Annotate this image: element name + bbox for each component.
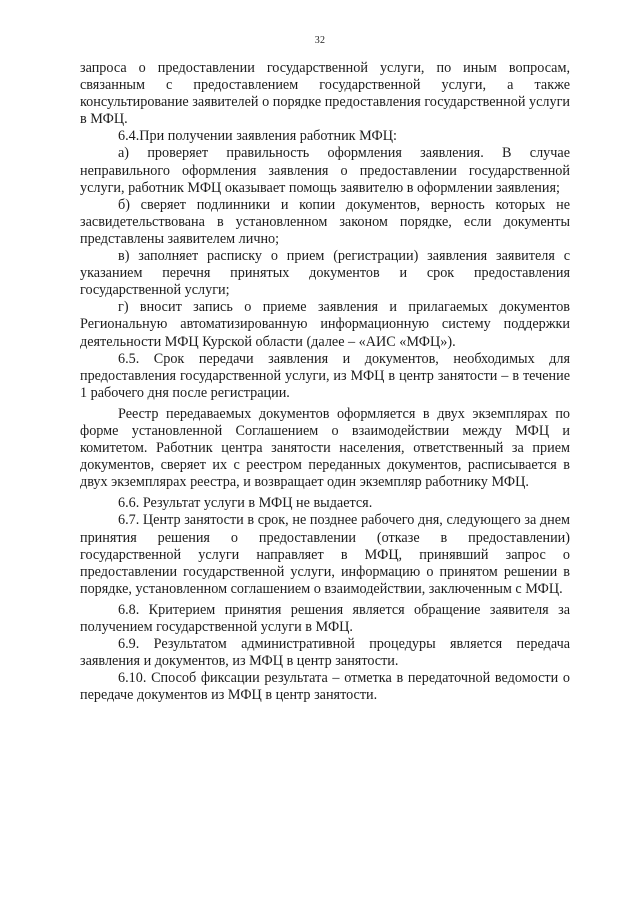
paragraph-6-5: 6.5. Срок передачи заявления и документов, необходимых для предоставления государственной услуги, из МФЦ в центр занятости – в течение 1 рабочего дня после регистрации. (80, 350, 570, 401)
paragraph-6-4-b: б) сверяет подлинники и копии документов, верность которых не засвидетельствована в установленном законом порядке, если документы представлены заявителем лично; (80, 196, 570, 247)
paragraph-6-4: 6.4.При получении заявления работник МФЦ: (118, 128, 397, 145)
paragraph-6-4-a: а) проверяет правильность оформления заявления. В случае неправильного оформления заявления о предоставлении государственной услуги, работник МФЦ оказывает помощь заявителю в оформлении заявления; (80, 145, 570, 196)
paragraph-6-9: 6.9. Результатом административной процедуры является передача заявления и документов, из МФЦ в центр занятости. (80, 636, 570, 670)
paragraph-6-8: 6.8. Критерием принятия решения является обращение заявителя за получением государственной услуги в МФЦ. (80, 601, 570, 635)
paragraph-6-4-v: в) заполняет расписку о прием (регистрации) заявления заявителя с указанием перечня принятых документов и срок предоставления государственной услуги; (80, 248, 570, 299)
paragraph-6-7: 6.7. Центр занятости в срок, не позднее рабочего дня, следующего за днем принятия решения о предоставлении (отказе в предоставлении) государственной услуги направляет в МФЦ, принявший запрос о предоставлении государственной услуги, информацию о принятом решении в порядке, установленном соглашением о взаимодействии, заключенным с МФЦ. (80, 512, 570, 597)
page-number: 32 (314, 35, 326, 46)
document-body (80, 60, 570, 704)
paragraph-continuation: запроса о предоставлении государственной услуги, по иным вопросам, связанным с предоставлением государственной услуги, а также консультирование заявителей о порядке предоставления государственной услуги в МФЦ. (80, 60, 570, 128)
paragraph-6-4-g: г) вносит запись о приеме заявления и прилагаемых документов Региональную автоматизированную информационную систему поддержки деятельности МФЦ Курской области (далее – «АИС «МФЦ»). (80, 299, 570, 350)
paragraph-6-10: 6.10. Способ фиксации результата – отметка в передаточной ведомости о передаче документов из МФЦ в центр занятости. (80, 670, 570, 704)
paragraph-registry: Реестр передаваемых документов оформляется в двух экземплярах по форме установленной Соглашением о взаимодействии между МФЦ и комитетом. Работник центра занятости населения, ответственный за прием документов, сверяет их с реестром переданных документов, расписывается в двух экземплярах реестра, и возвращает один экземпляр работнику МФЦ. (80, 405, 570, 491)
paragraph-6-6: 6.6. Результат услуги в МФЦ не выдается. (118, 495, 373, 512)
